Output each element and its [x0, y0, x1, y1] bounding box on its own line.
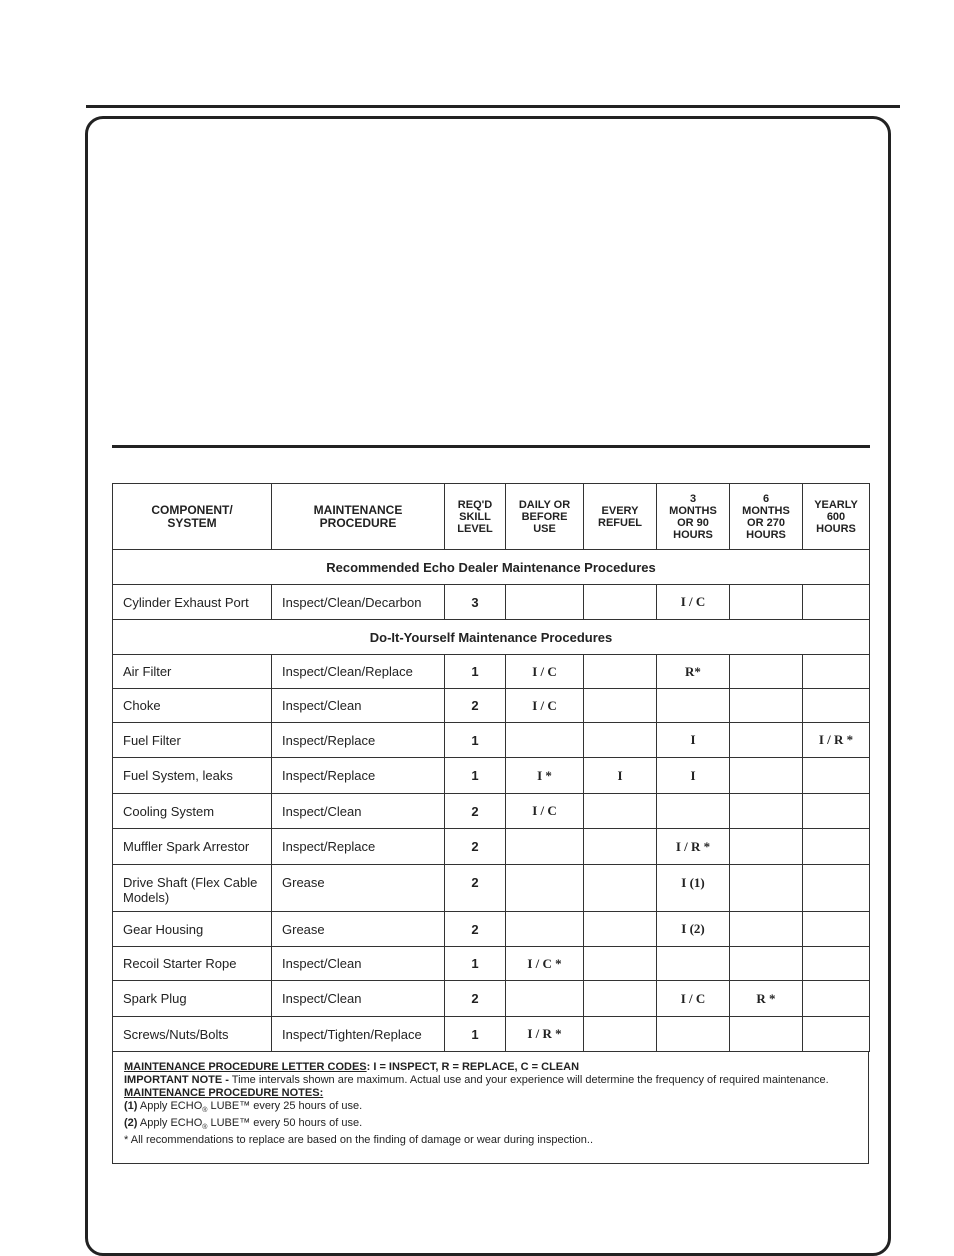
cell-daily — [506, 585, 584, 620]
cell-yearly — [803, 689, 870, 723]
cell-component: Fuel Filter — [113, 723, 272, 758]
section-rule — [112, 445, 870, 448]
cell-skill: 2 — [445, 689, 506, 723]
cell-procedure: Grease — [272, 865, 445, 912]
cell-component: Spark Plug — [113, 981, 272, 1017]
registered-mark: ® — [202, 1107, 208, 1115]
cell-m3 — [657, 947, 730, 981]
table-row — [113, 585, 870, 620]
cell-procedure: Inspect/Clean/Replace — [272, 655, 445, 689]
procedure-notes-label: MAINTENANCE PROCEDURE NOTES: — [124, 1087, 324, 1099]
cell-m6 — [730, 865, 803, 912]
cell-m6: R * — [730, 981, 803, 1017]
cell-procedure: Inspect/Replace — [272, 829, 445, 865]
cell-daily: I * — [506, 758, 584, 794]
cell-yearly — [803, 655, 870, 689]
diy-section-title: Do-It-Yourself Maintenance Procedures — [113, 620, 870, 655]
cell-m3: I / C — [657, 981, 730, 1017]
cell-m3: I (2) — [657, 912, 730, 947]
table-row — [113, 1017, 870, 1052]
cell-daily — [506, 865, 584, 912]
letter-codes-text: : I = INSPECT, R = REPLACE, C = CLEAN — [366, 1061, 580, 1073]
note-1-number: (1) — [124, 1100, 138, 1112]
important-note-text: Time intervals shown are maximum. Actual use and your experience will determine the frequency of required maintenance. — [228, 1074, 829, 1086]
cell-m6 — [730, 758, 803, 794]
cell-m3 — [657, 794, 730, 829]
important-note-line — [124, 1074, 858, 1087]
cell-component: Cylinder Exhaust Port — [113, 585, 272, 620]
cell-procedure: Inspect/Clean — [272, 947, 445, 981]
dealer-section-row — [113, 550, 870, 585]
header-3-months: 3 MONTHS OR 90 HOURS — [657, 484, 730, 550]
table-row — [113, 689, 870, 723]
cell-m6 — [730, 829, 803, 865]
table-row — [113, 947, 870, 981]
cell-m6 — [730, 794, 803, 829]
cell-skill: 1 — [445, 655, 506, 689]
table-row — [113, 655, 870, 689]
cell-procedure: Inspect/Clean — [272, 689, 445, 723]
table-row — [113, 865, 870, 912]
cell-yearly — [803, 1017, 870, 1052]
cell-skill: 2 — [445, 912, 506, 947]
cell-daily: I / C — [506, 794, 584, 829]
cell-procedure: Inspect/Replace — [272, 723, 445, 758]
cell-m3 — [657, 689, 730, 723]
header-daily: DAILY OR BEFORE USE — [506, 484, 584, 550]
cell-m6 — [730, 912, 803, 947]
cell-skill: 2 — [445, 794, 506, 829]
cell-component: Gear Housing — [113, 912, 272, 947]
table-row — [113, 981, 870, 1017]
cell-yearly — [803, 912, 870, 947]
cell-skill: 1 — [445, 947, 506, 981]
cell-daily — [506, 912, 584, 947]
table-row — [113, 912, 870, 947]
header-row — [113, 484, 870, 550]
cell-yearly — [803, 865, 870, 912]
cell-skill: 1 — [445, 758, 506, 794]
cell-refuel — [584, 912, 657, 947]
table-row — [113, 829, 870, 865]
cell-component: Cooling System — [113, 794, 272, 829]
cell-procedure: Inspect/Replace — [272, 758, 445, 794]
header-yearly: YEARLY 600 HOURS — [803, 484, 870, 550]
cell-m3: I (1) — [657, 865, 730, 912]
cell-m3: I — [657, 723, 730, 758]
cell-refuel — [584, 794, 657, 829]
cell-refuel — [584, 947, 657, 981]
cell-m3: R* — [657, 655, 730, 689]
cell-refuel — [584, 689, 657, 723]
maintenance-schedule-table — [112, 483, 870, 1052]
cell-yearly — [803, 981, 870, 1017]
important-note-label: IMPORTANT NOTE - — [124, 1074, 229, 1086]
cell-component: Air Filter — [113, 655, 272, 689]
cell-m6 — [730, 723, 803, 758]
cell-m3 — [657, 1017, 730, 1052]
note-1-post: LUBE™ every 25 hours of use. — [207, 1100, 363, 1112]
cell-m6 — [730, 947, 803, 981]
cell-m3: I / R * — [657, 829, 730, 865]
registered-mark: ® — [202, 1124, 208, 1132]
cell-component: Choke — [113, 689, 272, 723]
cell-daily: I / C * — [506, 947, 584, 981]
diy-section-row — [113, 620, 870, 655]
maintenance-notes — [112, 1052, 869, 1164]
cell-component: Screws/Nuts/Bolts — [113, 1017, 272, 1052]
cell-procedure: Inspect/Clean — [272, 981, 445, 1017]
cell-daily — [506, 829, 584, 865]
note-2-pre: Apply ECHO — [137, 1117, 203, 1130]
header-every-refuel: EVERY REFUEL — [584, 484, 657, 550]
header-skill-level: REQ'D SKILL LEVEL — [445, 484, 506, 550]
header-6-months: 6 MONTHS OR 270 HOURS — [730, 484, 803, 550]
cell-skill: 3 — [445, 585, 506, 620]
cell-component: Muffler Spark Arrestor — [113, 829, 272, 865]
cell-yearly — [803, 794, 870, 829]
cell-m3: I / C — [657, 585, 730, 620]
cell-yearly — [803, 829, 870, 865]
cell-m6 — [730, 689, 803, 723]
table-row — [113, 758, 870, 794]
cell-procedure: Inspect/Clean — [272, 794, 445, 829]
cell-yearly: I / R * — [803, 723, 870, 758]
cell-refuel — [584, 865, 657, 912]
cell-refuel: I — [584, 758, 657, 794]
note-2-number: (2) — [124, 1117, 138, 1130]
cell-daily — [506, 723, 584, 758]
cell-skill: 1 — [445, 723, 506, 758]
cell-m6 — [730, 1017, 803, 1052]
note-2 — [124, 1117, 858, 1134]
header-component: COMPONENT/ SYSTEM — [113, 484, 272, 550]
cell-component: Recoil Starter Rope — [113, 947, 272, 981]
letter-codes-line — [124, 1061, 858, 1074]
cell-yearly — [803, 758, 870, 794]
cell-refuel — [584, 1017, 657, 1052]
cell-daily: I / C — [506, 689, 584, 723]
cell-daily: I / C — [506, 655, 584, 689]
cell-m3: I — [657, 758, 730, 794]
cell-component: Drive Shaft (Flex Cable Models) — [113, 865, 272, 912]
top-rule — [86, 105, 900, 108]
note-1 — [124, 1100, 858, 1117]
cell-yearly — [803, 585, 870, 620]
dealer-section-title: Recommended Echo Dealer Maintenance Procedures — [113, 550, 870, 585]
cell-component: Fuel System, leaks — [113, 758, 272, 794]
cell-procedure: Grease — [272, 912, 445, 947]
cell-procedure: Inspect/Tighten/Replace — [272, 1017, 445, 1052]
cell-procedure: Inspect/Clean/Decarbon — [272, 585, 445, 620]
cell-yearly — [803, 947, 870, 981]
cell-m6 — [730, 585, 803, 620]
letter-codes-label: MAINTENANCE PROCEDURE LETTER CODES — [124, 1061, 367, 1073]
cell-daily — [506, 981, 584, 1017]
replace-footnote: * All recommendations to replace are based on the finding of damage or wear during inspection.. — [124, 1134, 594, 1147]
table-row — [113, 794, 870, 829]
cell-refuel — [584, 981, 657, 1017]
cell-refuel — [584, 829, 657, 865]
cell-skill: 1 — [445, 1017, 506, 1052]
table-body — [113, 550, 870, 1052]
cell-daily: I / R * — [506, 1017, 584, 1052]
table-row — [113, 723, 870, 758]
note-2-post: LUBE™ every 50 hours of use. — [207, 1117, 363, 1130]
header-procedure: MAINTENANCE PROCEDURE — [272, 484, 445, 550]
note-1-pre: Apply ECHO — [137, 1100, 203, 1112]
cell-skill: 2 — [445, 865, 506, 912]
cell-refuel — [584, 723, 657, 758]
cell-refuel — [584, 585, 657, 620]
cell-refuel — [584, 655, 657, 689]
cell-skill: 2 — [445, 829, 506, 865]
cell-m6 — [730, 655, 803, 689]
cell-skill: 2 — [445, 981, 506, 1017]
